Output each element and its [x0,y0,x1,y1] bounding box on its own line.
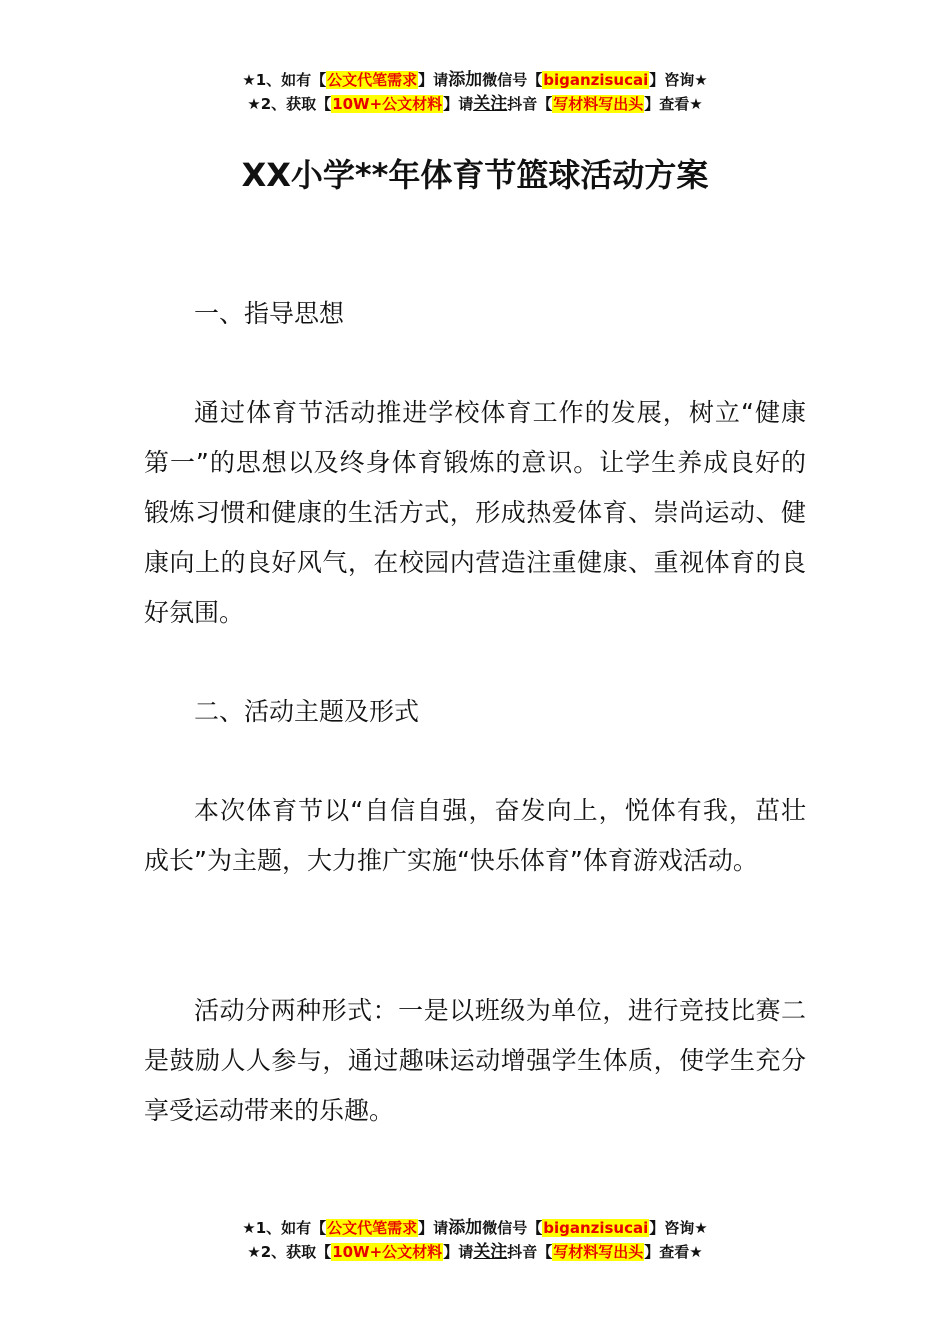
banner-text: 】咨询★ [649,71,708,89]
banner-text: 】查看★ [644,1243,703,1261]
banner-line-1 [0,68,950,92]
section-heading-2: 二、活动主题及形式 [194,697,420,726]
banner-text: 】查看★ [644,95,703,113]
banner-text: 】咨询★ [649,1219,708,1237]
banner-highlight: 写材料写出头 [553,95,644,113]
section-2-body-2 [144,986,806,1136]
banner-text: 】请 [418,71,449,89]
banner-emphasis: 关注 [473,1242,508,1262]
footer-banner [0,1216,950,1264]
banner-text: 】请 [443,95,474,113]
banner-text: 】请 [443,1243,474,1261]
banner-text: 微信号【 [482,71,543,89]
header-banner [0,68,950,116]
paragraph: 活动分两种形式：一是以班级为单位，进行竞技比赛二是鼓励人人参与，通过趣味运动增强学生体质，使学生充分享受运动带来的乐趣。 [144,996,806,1125]
banner-highlight: biganzisucai [543,71,649,89]
banner-highlight: 10W+公文材料 [332,95,443,113]
banner-emphasis: 添加 [448,1218,483,1238]
banner-highlight: 公文代笔需求 [327,1219,418,1237]
banner-text: ★2、获取【 [247,1243,332,1261]
banner-text: ★2、获取【 [247,95,332,113]
banner-highlight: 10W+公文材料 [332,1243,443,1261]
document-title: XX小学**年体育节篮球活动方案 [241,156,709,194]
paragraph: 通过体育节活动推进学校体育工作的发展，树立“健康第一”的思想以及终身体育锻炼的意识。让学生养成良好的锻炼习惯和健康的生活方式，形成热爱体育、崇尚运动、健康向上的良好风气，在校园内营造注重健康、重视体育的良好氛围。 [144,398,806,627]
banner-highlight: 写材料写出头 [553,1243,644,1261]
banner-text: ★1、如有【 [242,1219,327,1237]
section-2-body-1 [144,786,806,886]
banner-text: ★1、如有【 [242,71,327,89]
banner-line-2 [0,1240,950,1264]
banner-highlight: 公文代笔需求 [327,71,418,89]
banner-line-1 [0,1216,950,1240]
banner-highlight: biganzisucai [543,1219,649,1237]
banner-emphasis: 关注 [473,94,508,114]
section-heading-1: 一、指导思想 [194,299,345,328]
banner-text: 抖音【 [507,95,553,113]
banner-line-2 [0,92,950,116]
banner-text: 】请 [418,1219,449,1237]
section-1-body [144,388,806,638]
banner-text: 微信号【 [482,1219,543,1237]
banner-emphasis: 添加 [448,70,483,90]
paragraph: 本次体育节以“自信自强，奋发向上，悦体有我，茁壮成长”为主题，大力推广实施“快乐体育”体育游戏活动。 [144,796,806,875]
banner-text: 抖音【 [507,1243,553,1261]
